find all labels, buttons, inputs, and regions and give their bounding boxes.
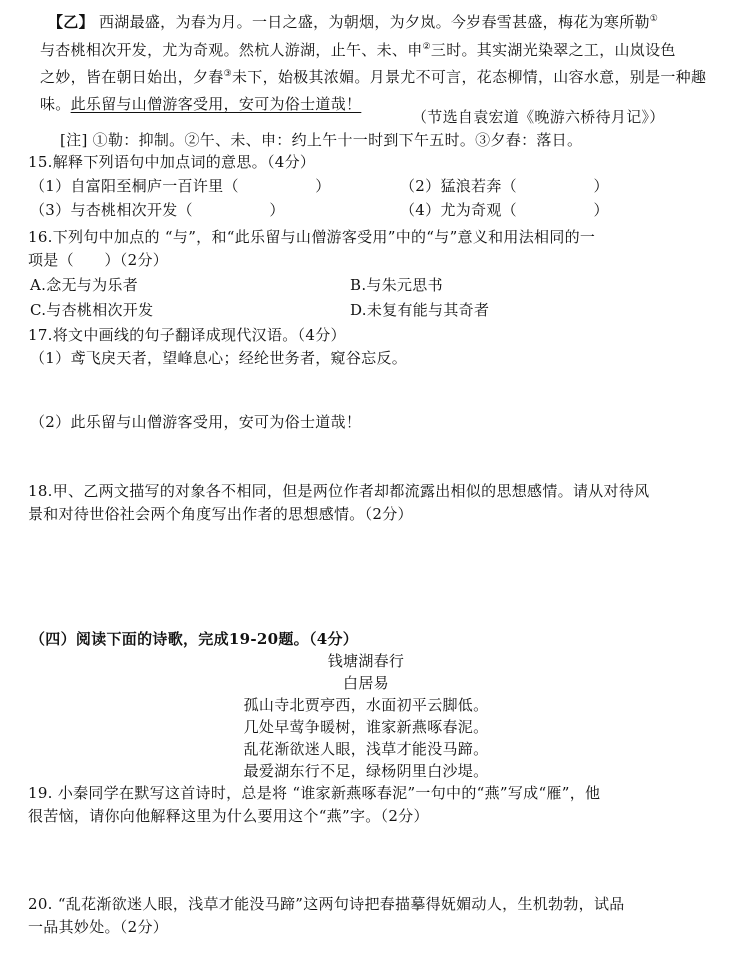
poem-line-4: 最爱湖东行不足，绿杨阴里白沙堤。	[243, 762, 489, 780]
q18-line-1: 18.甲、乙两文描写的对象各不相同，但是两位作者却都流露出相似的思想感情。请从对待风	[28, 482, 650, 500]
q16-option-a: A.念无与为乐者	[30, 276, 139, 294]
q15-item-3: （3）与杏桃相次开发（ ）	[30, 201, 285, 219]
q15-stem: 15.解释下列语句中加点词的意思。（4分）	[28, 153, 316, 171]
q15-item-2: （2）猛浪若奔（ ）	[400, 177, 609, 195]
q19-line-1: 19. 小秦同学在默写这首诗时，总是将 “谁家新燕啄春泥”一句中的“燕”写成“雁”，他	[28, 784, 601, 802]
underlined-sentence: 此乐留与山僧游客受用，安可为俗士道哉！	[70, 95, 362, 113]
passage-b-text-2a: 与杏桃相次开发，尤为奇观。然杭人游湖，止午、未、申	[40, 41, 423, 59]
q20-line-1: 20. “乱花渐欲迷人眼，浅草才能没马蹄”这两句诗把春描摹得妩媚动人，生机勃勃，试品	[28, 895, 625, 913]
passage-b-line-3	[40, 67, 706, 87]
poem-line-3: 乱花渐欲迷人眼，浅草才能没马蹄。	[243, 740, 489, 758]
q16-option-c: C.与杏桃相次开发	[30, 301, 154, 319]
passage-b-text-3a: 之妙，皆在朝日始出，夕舂	[40, 68, 224, 86]
note-marker-2: ②	[422, 42, 431, 52]
passage-b-note: [注] ①勒：抑制。②午、未、申：约上午十一时到下午五时。③夕舂：落日。	[60, 131, 583, 149]
passage-b-text-3b: 未下，始极其浓媚。月景尤不可言，花态柳情，山容水意，别是一种趣	[231, 68, 707, 86]
q18-line-2: 景和对待世俗社会两个角度写出作者的思想感情。（2分）	[28, 505, 413, 523]
q16-option-b: B.与朱元思书	[350, 276, 443, 294]
q16-stem-1: 16.下列句中加点的 “与”，和“此乐留与山僧游客受用”中的“与”意义和用法相同的一	[28, 228, 596, 246]
passage-b-line-2	[40, 40, 676, 60]
q19-line-2: 很苦恼，请你向他解释这里为什么要用这个“燕”字。（2分）	[28, 807, 429, 825]
note-marker-3: ③	[223, 69, 232, 79]
q16-option-d: D.未复有能与其奇者	[350, 301, 490, 319]
passage-b-label: 【乙】	[48, 13, 94, 31]
q17-sentence-1: （1）鸢飞戾天者，望峰息心；经纶世务者，窥谷忘反。	[30, 349, 408, 367]
q15-item-1: （1）自富阳至桐庐一百许里（ ）	[30, 177, 331, 195]
passage-b-text-4: 味。此乐留与山僧游客受用，安可为俗士道哉！	[40, 95, 362, 113]
poem-line-2: 几处早莺争暖树，谁家新燕啄春泥。	[243, 718, 489, 736]
poem-author: 白居易	[343, 674, 389, 692]
q20-line-2: 一品其妙处。（2分）	[28, 918, 169, 936]
section-4-heading: （四）阅读下面的诗歌，完成19-20题。（4分）	[30, 630, 359, 648]
passage-b-text-1: 西湖最盛，为春为月。一日之盛，为朝烟，为夕岚。今岁春雪甚盛，梅花为寒所勒	[98, 13, 650, 31]
q17-sentence-2: （2）此乐留与山僧游客受用，安可为俗士道哉！	[30, 413, 362, 431]
passage-b-line-1	[48, 12, 658, 32]
passage-b-text-2b: 三时。其实湖光染翠之工，山岚设色	[430, 41, 676, 59]
note-marker-1: ①	[649, 14, 659, 24]
q17-stem: 17.将文中画线的句子翻译成现代汉语。（4分）	[28, 326, 346, 344]
passage-b-source: （节选自袁宏道《晚游六桥待月记》）	[412, 108, 665, 126]
q16-stem-2: 项是（ ）（2分）	[28, 251, 169, 269]
passage-b-line-4	[40, 94, 361, 114]
poem-title: 钱塘湖春行	[327, 652, 405, 670]
poem-line-1: 孤山寺北贾亭西，水面初平云脚低。	[243, 696, 489, 714]
q15-item-4: （4）尤为奇观（ ）	[400, 201, 609, 219]
